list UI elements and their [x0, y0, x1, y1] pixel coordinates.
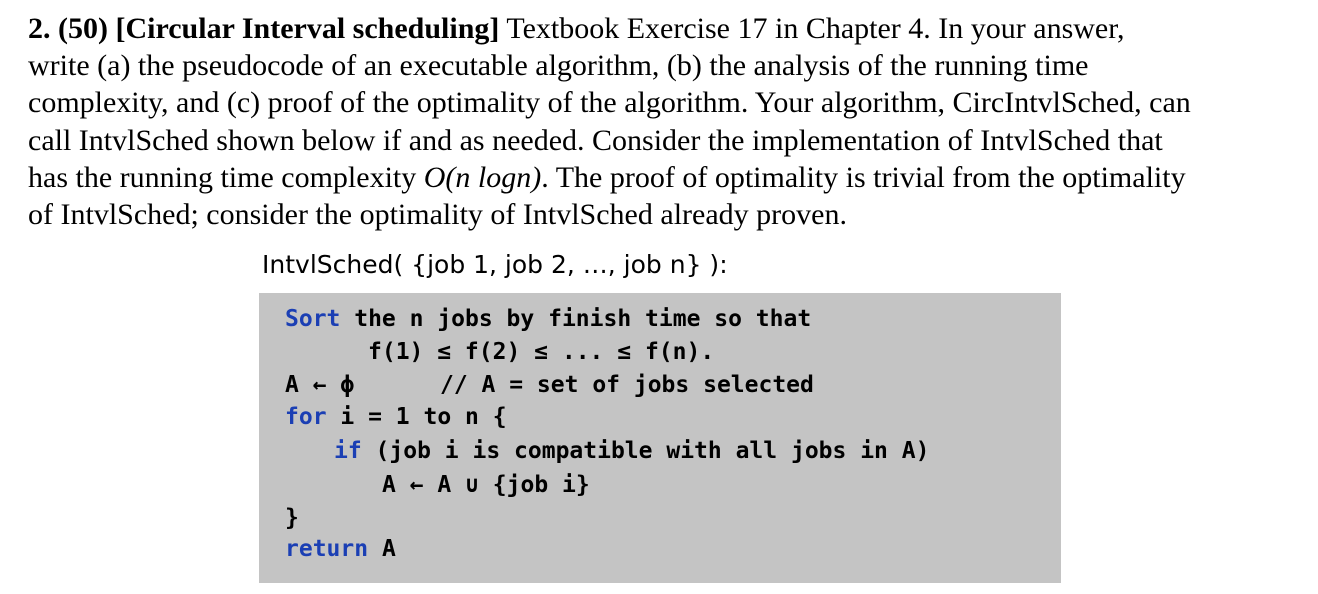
code-line-if: [334, 438, 929, 464]
code-line-union: A ← A ∪ {job i}: [382, 472, 590, 498]
algorithm-signature: IntvlSched( {job 1, job 2, …, job n} ):: [262, 250, 728, 279]
pseudocode-block: [285, 306, 930, 566]
problem-line-5-end: . The proof of optimality is trivial from the optimality: [541, 160, 1186, 194]
code-line-for-text: i = 1 to n {: [326, 404, 507, 430]
code-line-return-text: A: [368, 536, 396, 562]
problem-line-3: complexity, and (c) proof of the optimality of the algorithm. Your algorithm, CircIntvlSched, can: [28, 86, 1191, 120]
keyword-sort: Sort: [285, 306, 341, 332]
code-line-if-text: (job i is compatible with all jobs in A): [361, 438, 930, 464]
problem-line-5-start: has the running time complexity: [28, 160, 424, 194]
complexity-expression: O(n logn): [423, 160, 542, 194]
code-line-sort: [285, 306, 811, 332]
problem-heading: 2. (50) [Circular Interval scheduling]: [28, 12, 500, 45]
problem-line-5: [28, 159, 1298, 196]
code-line-close-brace: }: [285, 505, 299, 531]
problem-line-1-text: Textbook Exercise 17 in Chapter 4. In your answer,: [499, 12, 1125, 45]
keyword-if: if: [334, 438, 362, 464]
code-line-sort-text: the n jobs by finish time so that: [340, 306, 812, 332]
problem-line-1: [28, 10, 1298, 47]
code-line-order: f(1) ≤ f(2) ≤ ... ≤ f(n).: [368, 339, 715, 365]
code-comment-selected: // A = set of jobs selected: [440, 372, 814, 398]
code-line-for: [285, 404, 507, 430]
code-line-return: [285, 536, 396, 562]
problem-line-4: call IntvlSched shown below if and as needed. Consider the implementation of IntvlSched that: [28, 123, 1163, 157]
problem-line-6: of IntvlSched; consider the optimality of IntvlSched already proven.: [28, 198, 847, 232]
problem-line-2: write (a) the pseudocode of an executable algorithm, (b) the analysis of the running time: [28, 49, 1089, 83]
keyword-return: return: [285, 536, 369, 562]
code-line-init: A ← ϕ: [285, 372, 355, 398]
keyword-for: for: [285, 404, 327, 430]
problem-statement: [28, 10, 1298, 233]
